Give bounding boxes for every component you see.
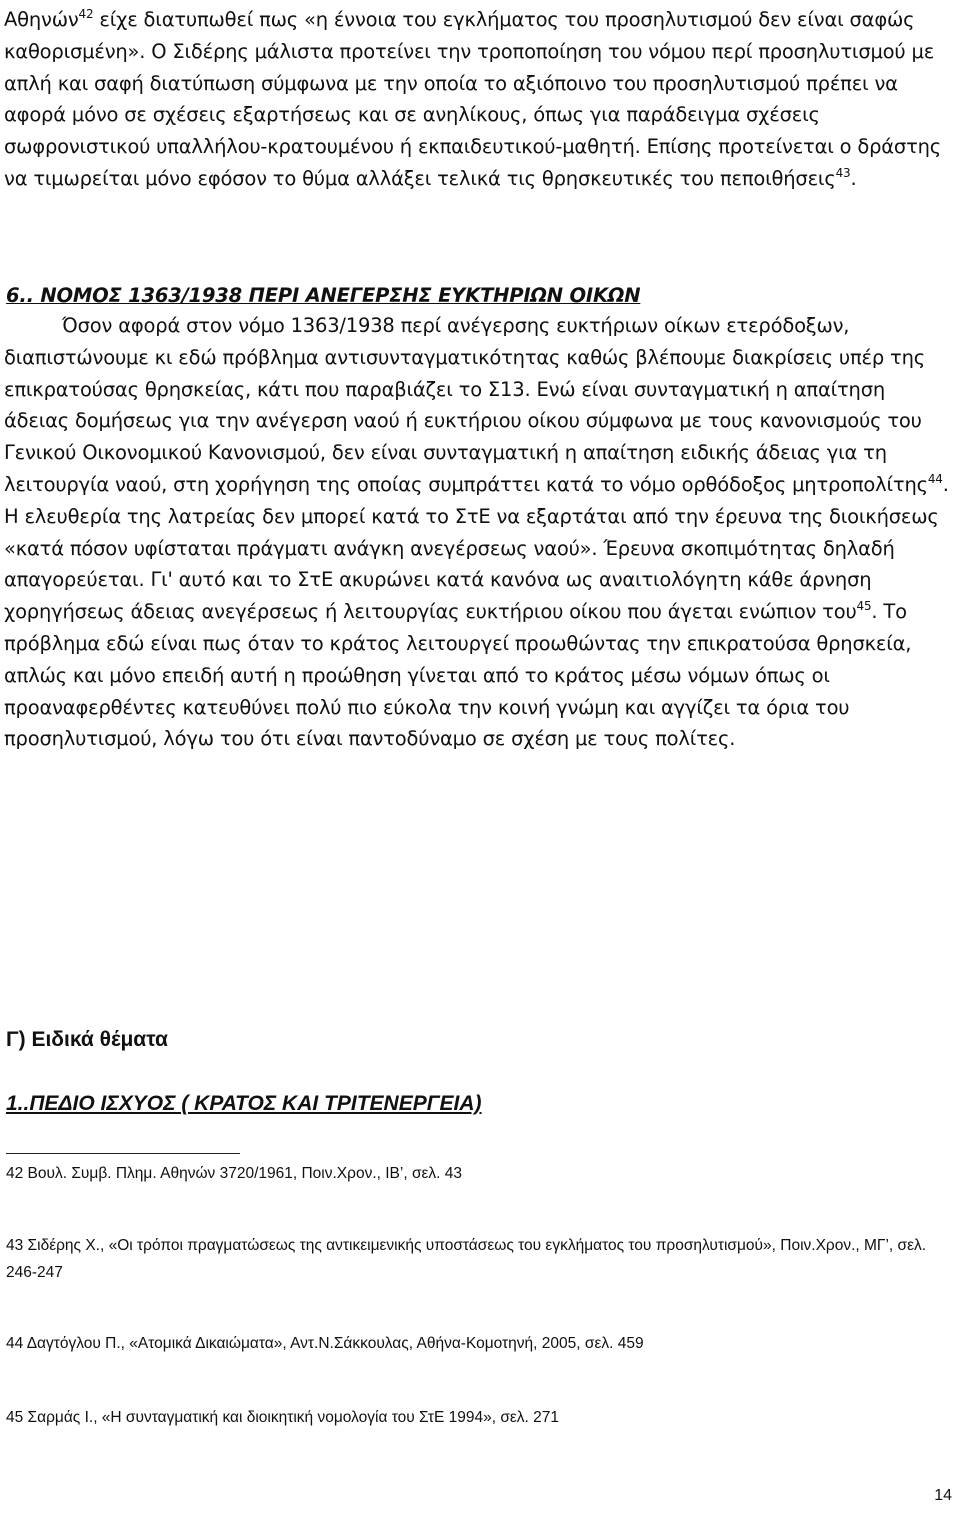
paragraph-proselytism-definition — [4, 4, 952, 195]
text-run: είχε διατυπωθεί πως «η έννοια του εγκλήματος του προσηλυτισμού δεν είναι σαφώς καθορισμένη». Ο Σιδέρης μάλιστα προτείνει την τροποποίηση του νόμου περί προσηλυτισμού με απλή και σαφή διατύπωση σύμφωνα με την οποία το αξιόποινο του προσηλυτισμού πρέπει να αφορά μόνο σε σχέσεις εξαρτήσεως και σε ανηλίκους, όπως για παράδειγμα σχέσεις σωφρονιστικού υπαλλήλου-κρατουμένου ή εκπαιδευτικού-μαθητή. Επίσης προτείνεται ο δράστης να τιμωρείται μόνο εφόσον το θύμα αλλάξει τελικά τις θρησκευτικές του πεποιθήσεις — [4, 8, 942, 190]
paragraph-law-1363-1938 — [4, 310, 952, 755]
footnote-ref-44[interactable]: 44 — [927, 471, 943, 486]
footnote-45: 45 Σαρμάς Ι., «Η συνταγματική και διοικητική νομολογία του ΣτΕ 1994», σελ. 271 — [6, 1409, 560, 1426]
section-g-title: Γ) Ειδικά θέματα — [6, 1028, 168, 1051]
footnote-43: 43 Σιδέρης Χ., «Οι τρόποι πραγματώσεως της αντικειμενικής υποστάσεως του εγκλήματος του προσηλυτισμού», Ποιν.Χρον., ΜΓ’, σελ. 246-247 — [6, 1237, 927, 1281]
text-run: Όσον αφορά στον νόμο 1363/1938 περί ανέγερσης ευκτήριων οίκων ετερόδοξων, διαπιστώνουμε κι εδώ πρόβλημα αντισυνταγματικότητας καθώς βλέπουμε διακρίσεις υπέρ της επικρατούσας θρησκείας, κάτι που παραβιάζει το Σ13. Ενώ είναι συνταγματική η απαίτηση άδειας δομήσεως για την ανέγερση ναού ή ευκτήριου οίκου σύμφωνα με τους κανονισμούς του Γενικού Οικονομικού Κανονισμού, δεν είναι συνταγματική η απαίτηση ειδικής άδειας για τη λειτουργία ναού, στη χορήγηση της οποίας συμπράττει κατά το νόμο ορθόδοξος μητροπολίτης — [4, 314, 928, 496]
footnote-ref-43[interactable]: 43 — [835, 165, 851, 180]
text-run: . Το πρόβλημα εδώ είναι πως όταν το κράτος λειτουργεί προωθώντας την επικρατούσα θρησκεία, απλώς και μόνο επειδή αυτή η προώθηση γίνεται από το κράτος μέσω νόμων όπως οι προαναφερθέντες κατευθύνει πολύ πιο εύκολα την κοινή γνώμη και αγγίζει τα όρια του προσηλυτισμού, λόγω του ότι είναι παντοδύναμο σε σχέση με τους πολίτες. — [4, 600, 912, 751]
section-6-heading: 6.. ΝΟΜΟΣ 1363/1938 ΠΕΡΙ ΑΝΕΓΕΡΣΗΣ ΕΥΚΤΗΡΙΩΝ ΟΙΚΩΝ — [6, 284, 641, 307]
footnote-ref-45[interactable]: 45 — [856, 599, 872, 614]
footnote-separator — [6, 1153, 240, 1154]
page-number: 14 — [934, 1487, 952, 1504]
text-run: . — [850, 166, 857, 190]
subsection-1-title: 1..ΠΕΔΙΟ ΙΣΧΥΟΣ ( ΚΡΑΤΟΣ ΚΑΙ ΤΡΙΤΕΝΕΡΓΕΙΑ) — [6, 1092, 482, 1115]
footnote-42: 42 Βουλ. Συμβ. Πλημ. Αθηνών 3720/1961, Ποιν.Χρον., ΙΒ’, σελ. 43 — [6, 1165, 463, 1182]
footnote-44: 44 Δαγτόγλου Π., «Ατομικά Δικαιώματα», Αντ.Ν.Σάκκουλας, Αθήνα-Κομοτηνή, 2005, σελ. 459 — [6, 1335, 644, 1352]
text-run: Αθηνών — [4, 8, 79, 31]
footnote-ref-42[interactable]: 42 — [78, 7, 94, 21]
text-run: . Η ελευθερία της λατρείας δεν μπορεί κατά το ΣτΕ να εξαρτάται από την έρευνα της διοικήσεως «κατά πόσον υφίσταται πράγματι ανάγκη ανεγέρσεως ναού». Έρευνα σκοπιμότητας δηλαδή απαγορεύεται. Γι' αυτό και το ΣτΕ ακυρώνει κατά κανόνα ως αναιτιολόγητη κάθε άρνηση χορηγήσεως άδειας ανεγέρσεως ή λειτουργίας ευκτήριου οίκου που άγεται ενώπιον του — [4, 472, 949, 624]
